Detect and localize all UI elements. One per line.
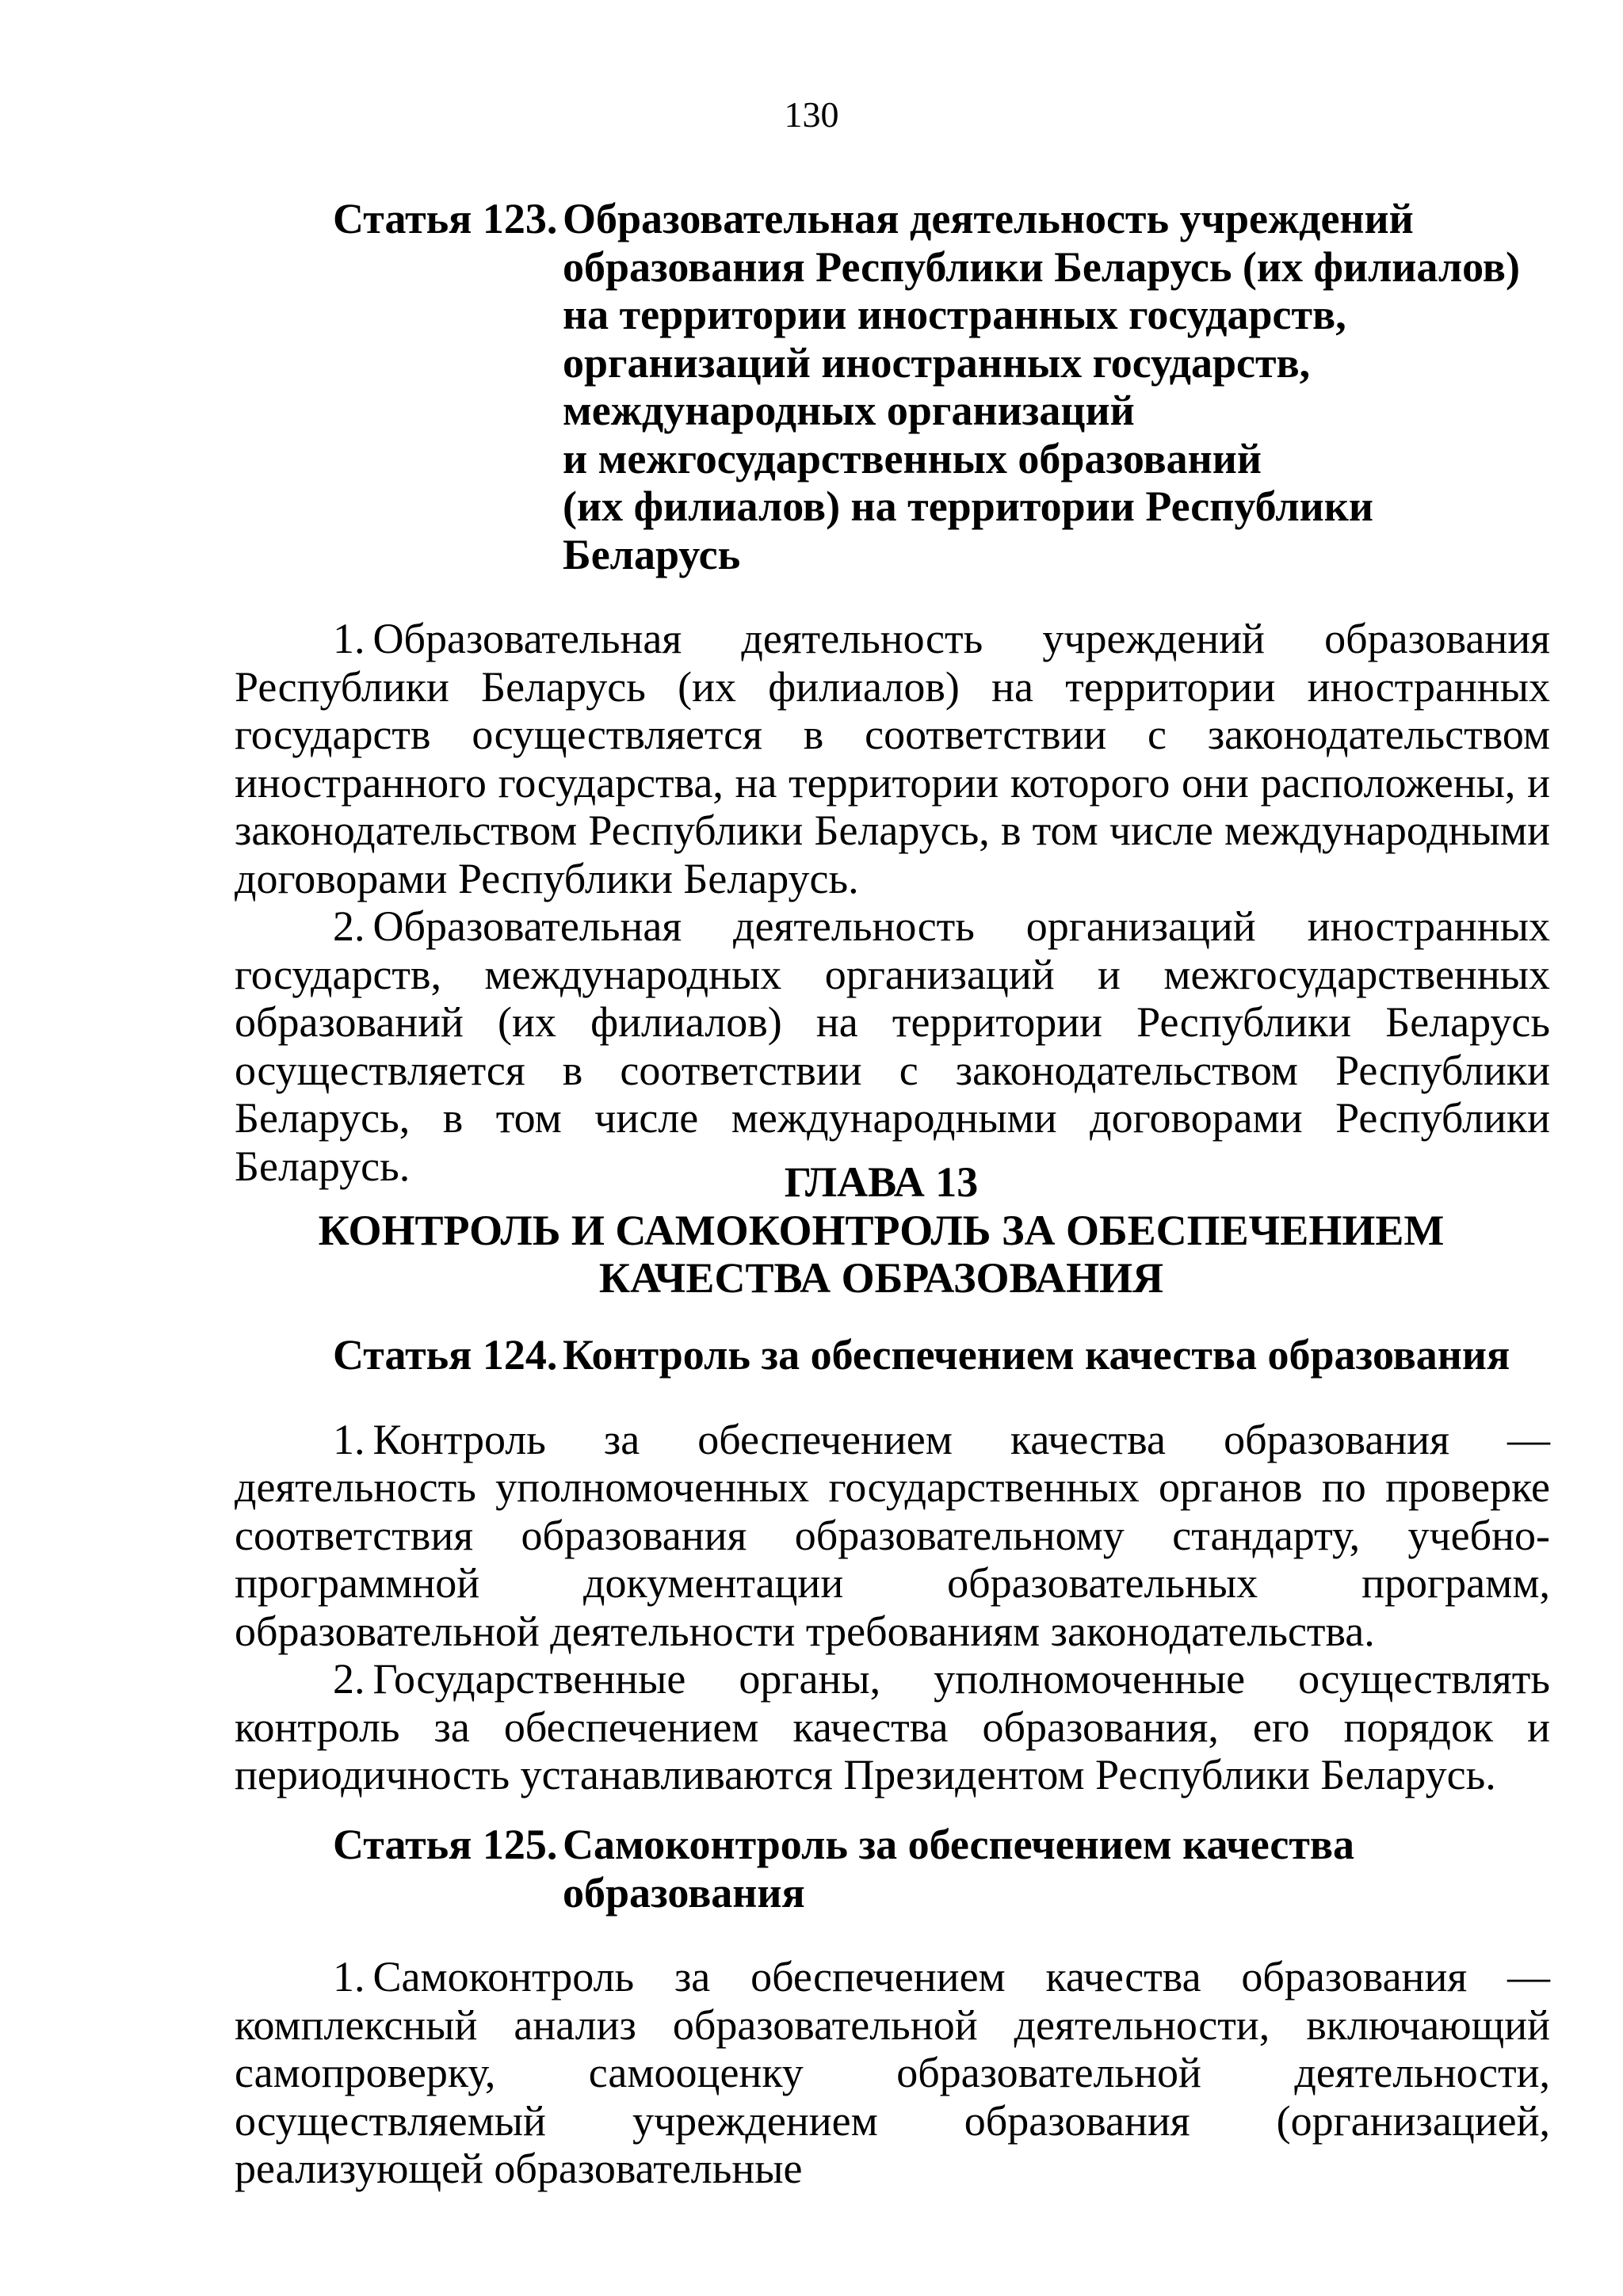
paragraph-number: 1. <box>333 1415 365 1463</box>
article-125-title-line: образования <box>563 1868 805 1917</box>
article-123-title-line: организаций иностранных государств, <box>563 338 1311 387</box>
article-124-title <box>563 1331 1550 1379</box>
article-123-paragraph-2 <box>235 902 1550 1190</box>
article-123-title-line: (их филиалов) на территории Республики <box>563 482 1373 530</box>
article-124-section <box>235 1331 1550 1799</box>
article-124-heading <box>235 1331 1550 1379</box>
article-123-section <box>235 195 1550 1190</box>
article-124-paragraph-2 <box>235 1655 1550 1799</box>
page-number: 130 <box>784 94 839 135</box>
article-125-title <box>563 1821 1550 1917</box>
article-123-title-line: на территории иностранных государств, <box>563 291 1346 338</box>
chapter-number: ГЛАВА 13 <box>784 1158 979 1206</box>
chapter-title-line: КАЧЕСТВА ОБРАЗОВАНИЯ <box>598 1254 1164 1302</box>
article-123-title-line: Беларусь <box>563 530 741 578</box>
paragraph-text: Образовательная деятельность организаций иностранных государств, международных организаций и межгосударственных образований (их филиалов) на территории Республики Беларусь осуществляется в соответствии с законодательством Республики Беларусь, в том числе международными договорами Республики Беларусь. <box>235 902 1550 1190</box>
chapter-title-line: КОНТРОЛЬ И САМОКОНТРОЛЬ ЗА ОБЕСПЕЧЕНИЕМ <box>318 1206 1445 1254</box>
article-125-label: Статья 125. <box>333 1821 558 1868</box>
paragraph-text: Самоконтроль за обеспечением качества образования — комплексный анализ образовательной деятельности, включающий самопроверку, самооценку образовательной деятельности, осуществляемый учреждением образования (организацией, реализующей образовательные <box>235 1953 1550 2192</box>
article-123-heading <box>235 195 1550 578</box>
article-123-title-line: образования Республики Беларусь (их филиалов) <box>563 242 1520 291</box>
article-125-section <box>235 1821 1550 2193</box>
article-123-title-line: Образовательная деятельность учреждений <box>563 195 1414 242</box>
paragraph-text: Образовательная деятельность учреждений образования Республики Беларусь (их филиалов) на территории иностранных государств осуществляется в соответствии с законодательством иностранного государства, на территории которого они расположены, и законодательством Республики Беларусь, в том числе международными договорами Республики Беларусь. <box>235 615 1550 902</box>
paragraph-number: 2. <box>333 1655 365 1703</box>
paragraph-number: 1. <box>333 615 365 662</box>
paragraph-number: 1. <box>333 1953 365 2000</box>
chapter-13-heading <box>235 1158 1550 1302</box>
article-123-title-line: и межгосударственных образований <box>563 434 1262 482</box>
article-123-title-line: международных организаций <box>563 387 1135 434</box>
article-123-label: Статья 123. <box>333 195 558 242</box>
article-123-title <box>563 195 1550 578</box>
article-124-title-line: Контроль за обеспечением качества образования <box>563 1331 1510 1379</box>
article-125-heading <box>235 1821 1550 1917</box>
paragraph-text: Контроль за обеспечением качества образования — деятельность уполномоченных государственных органов по проверке соответствия образования образовательному стандарту, учебно-программной документации образовательных программ, образовательной деятельности требованиям законодательства. <box>235 1415 1550 1655</box>
paragraph-text: Государственные органы, уполномоченные осуществлять контроль за обеспечением качества образования, его порядок и периодичность устанавливаются Президентом Республики Беларусь. <box>235 1655 1550 1798</box>
article-125-paragraph-1 <box>235 1953 1550 2193</box>
article-125-title-line: Самоконтроль за обеспечением качества <box>563 1821 1355 1868</box>
article-123-paragraph-1 <box>235 615 1550 902</box>
article-124-label: Статья 124. <box>333 1331 558 1379</box>
paragraph-number: 2. <box>333 902 365 950</box>
article-124-paragraph-1 <box>235 1416 1550 1656</box>
